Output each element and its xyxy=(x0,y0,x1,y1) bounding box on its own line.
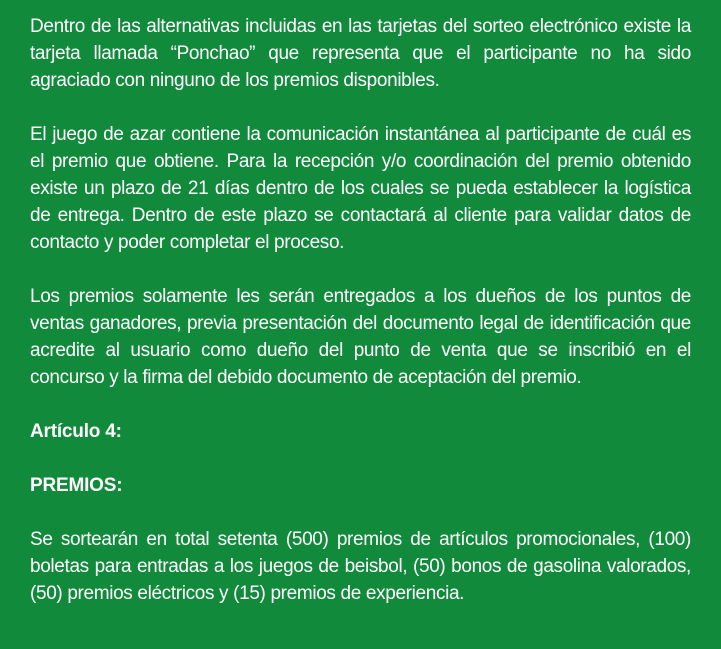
article-heading: Artículo 4: xyxy=(30,421,122,442)
paragraph-ponchao-card: Dentro de las alternativas incluidas en las tarjetas del sorteo electrónico existe la tarjeta llamada “Ponchao” que representa que el participante no ha sido agraciado con ninguno de los premios disponibles. xyxy=(30,16,691,91)
paragraph-instant-communication: El juego de azar contiene la comunicación instantánea al participante de cuál es el premio que obtiene. Para la recepción y/o coordinación del premio obtenido existe un plazo de 21 días dentro de los cuales se pueda establecer la logística de entrega. Dentro de este plazo se contactará al cliente para validar datos de contacto y poder completar el proceso. xyxy=(30,124,691,253)
paragraph-prize-delivery: Los premios solamente les serán entregados a los dueños de los puntos de ventas ganadores, previa presentación del documento legal de identificación que acredite al usuario como dueño del punto de venta que se inscribió en el concurso y la firma del debido documento de aceptación del premio. xyxy=(30,286,691,388)
document-body xyxy=(30,13,691,607)
section-heading-prizes: PREMIOS: xyxy=(30,475,123,496)
paragraph-prizes-list: Se sortearán en total setenta (500) premios de artículos promocionales, (100) boletas para entradas a los juegos de beisbol, (50) bonos de gasolina valorados, (50) premios eléctricos y (15) premios de experiencia. xyxy=(30,529,691,604)
